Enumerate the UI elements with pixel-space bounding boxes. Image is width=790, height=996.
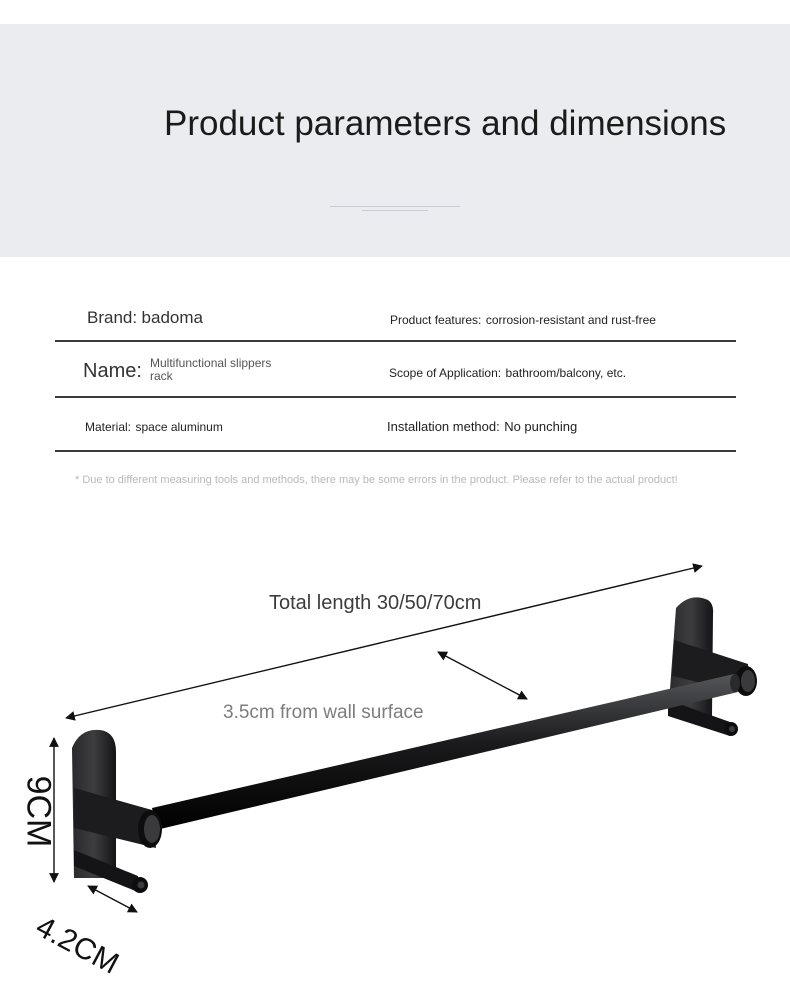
name-value-line1: Multifunctional slippers [150,356,272,370]
right-bracket [668,597,757,736]
wall-distance-arrow [438,652,527,699]
name-label: Name: [83,360,142,382]
scope-value: bathroom/balcony, etc. [505,366,627,380]
features-value: corrosion-resistant and rust-free [485,313,656,327]
depth-label: 4.2CM [30,910,125,981]
left-bracket [72,730,162,893]
name-value-line2: rack [150,369,173,383]
depth-arrow [88,886,137,912]
brand-value: badoma [141,308,203,327]
install-label: Installation method: [387,419,500,434]
features-label: Product features: [390,313,482,327]
brand-label: Brand: [87,308,138,327]
scope-label: Scope of Application: [389,366,502,380]
material-value: space aluminum [135,420,223,434]
disclaimer-note: * Due to different measuring tools and methods, there may be some errors in the product. Please refer to the actual product! [75,474,678,486]
height-label: 9CM [19,775,58,848]
material-label: Material: [85,420,132,434]
wall-distance-label: 3.5cm from wall surface [223,702,424,723]
total-length-label: Total length 30/50/70cm [269,592,482,614]
install-value: No punching [504,419,578,434]
total-length-arrow [66,566,702,718]
rack-bar [152,674,740,830]
page-title: Product parameters and dimensions [164,104,727,143]
